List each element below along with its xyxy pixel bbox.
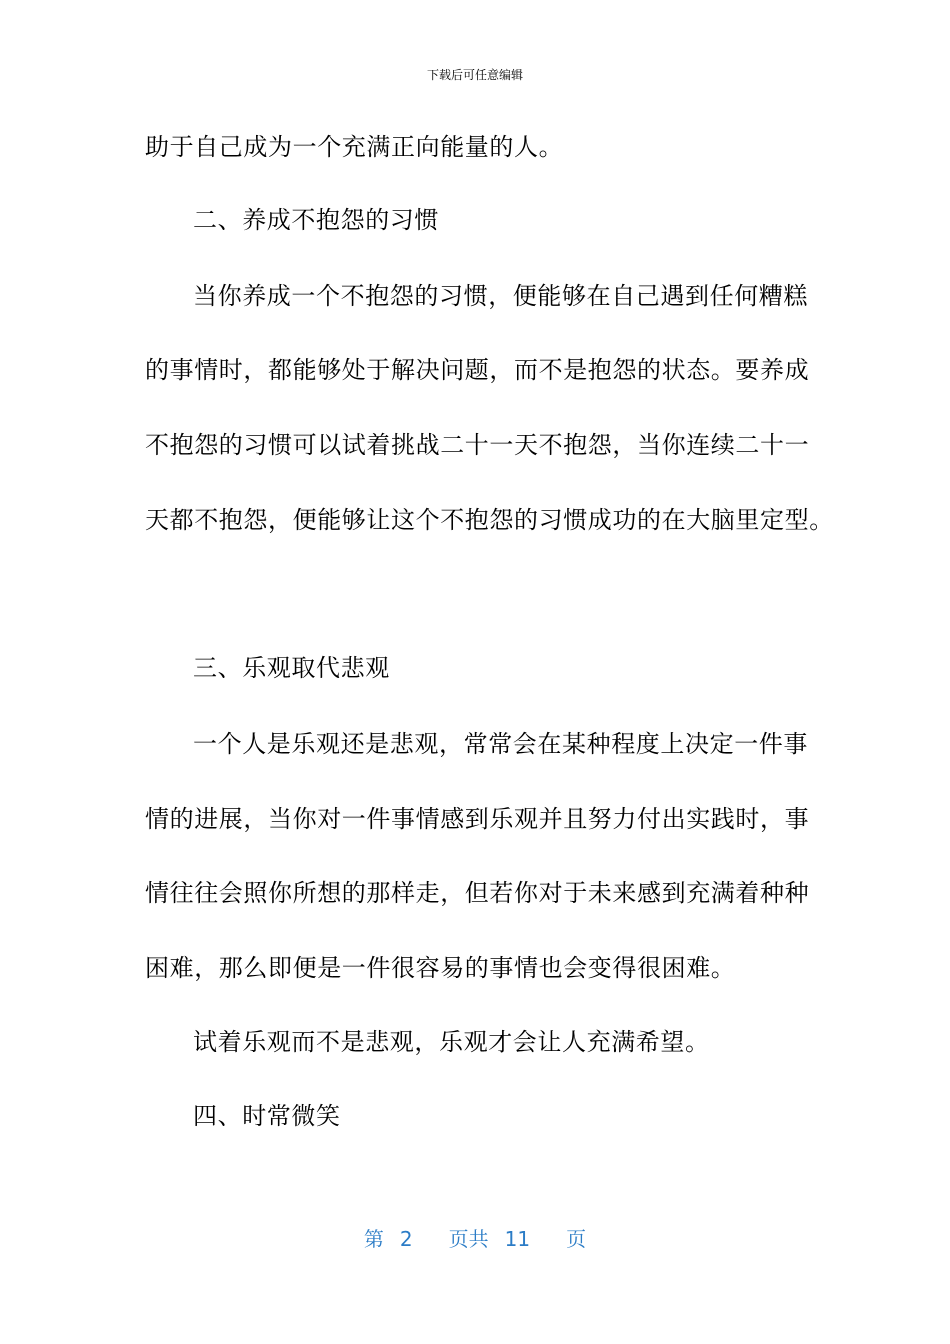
paragraph-line: 天都不抱怨，便能够让这个不抱怨的习惯成功的在大脑里定型。 <box>145 506 834 534</box>
header-note: 下载后可任意编辑 <box>426 68 523 82</box>
page-number-footer <box>0 1226 950 1252</box>
page-current: 2 <box>399 1227 413 1251</box>
page-suffix: 页 <box>566 1227 587 1251</box>
section-heading: 三、乐观取代悲观 <box>193 654 390 682</box>
section-heading: 二、养成不抱怨的习惯 <box>193 206 439 234</box>
paragraph-line: 情往往会照你所想的那样走，但若你对于未来感到充满着种种 <box>145 879 810 907</box>
paragraph-line: 情的进展，当你对一件事情感到乐观并且努力付出实践时，事 <box>145 805 810 833</box>
page-middle: 页共 <box>448 1227 489 1251</box>
paragraph-line: 一个人是乐观还是悲观，常常会在某种程度上决定一件事 <box>193 730 808 758</box>
page-prefix: 第 <box>363 1227 384 1251</box>
paragraph-line: 困难，那么即便是一件很容易的事情也会变得很困难。 <box>145 954 736 982</box>
paragraph-line: 当你养成一个不抱怨的习惯，便能够在自己遇到任何糟糕 <box>193 282 808 310</box>
paragraph-line: 助于自己成为一个充满正向能量的人。 <box>145 133 564 161</box>
page-total: 11 <box>504 1227 531 1251</box>
section-heading: 四、时常微笑 <box>193 1102 341 1130</box>
paragraph-line: 的事情时，都能够处于解决问题，而不是抱怨的状态。要养成 <box>145 356 810 384</box>
paragraph-line: 不抱怨的习惯可以试着挑战二十一天不抱怨，当你连续二十一 <box>145 431 810 459</box>
paragraph-line: 试着乐观而不是悲观，乐观才会让人充满希望。 <box>193 1028 710 1056</box>
